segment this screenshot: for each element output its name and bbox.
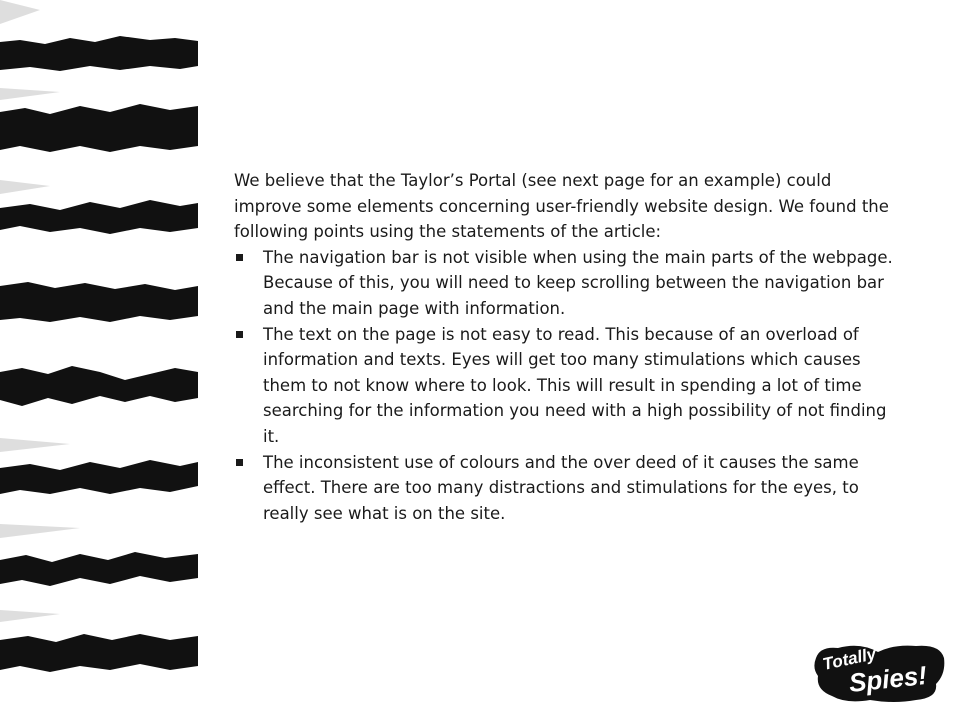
brush-stroke-4	[0, 282, 198, 322]
brush-stroke-1	[0, 36, 198, 71]
bullet-text: The navigation bar is not visible when using the main parts of the webpage. Because of this, you will need to keep scrolling between the navigation bar and the main page with information.	[263, 247, 893, 318]
square-bullet-icon	[236, 254, 243, 261]
brush-stroke-5	[0, 366, 198, 406]
bullet-text: The text on the page is not easy to read. This because of an overload of information and texts. Eyes will get too many stimulations which causes them to not know where to look. This will result in spending a lot of time searching for the information you need with a high possibility of not finding it.	[263, 324, 887, 446]
brush-stroke-7	[0, 552, 198, 586]
slide-content	[234, 168, 904, 526]
list-item	[234, 450, 904, 527]
brush-strokes-svg	[0, 0, 205, 720]
list-item	[234, 322, 904, 450]
brush-stroke-2	[0, 104, 198, 152]
logo-svg	[812, 640, 948, 706]
brush-stroke-8	[0, 634, 198, 672]
logo-text-bottom: Spies!	[847, 659, 929, 698]
square-bullet-icon	[236, 459, 243, 466]
totally-spies-logo	[812, 640, 948, 706]
brush-stroke-decoration	[0, 0, 205, 720]
bullet-text: The inconsistent use of colours and the over deed of it causes the same effect. There are too many distractions and stimulations for the eyes, to really see what is on the site.	[263, 452, 859, 523]
square-bullet-icon	[236, 331, 243, 338]
list-item	[234, 245, 904, 322]
brush-stroke-3	[0, 200, 198, 234]
brush-stroke-6	[0, 460, 198, 494]
logo-text-top: Totally	[820, 644, 878, 674]
bullet-list	[234, 245, 904, 527]
intro-paragraph: We believe that the Taylor’s Portal (see next page for an example) could improve some elements concerning user-friendly website design. We found the following points using the statements of the article:	[234, 171, 889, 242]
